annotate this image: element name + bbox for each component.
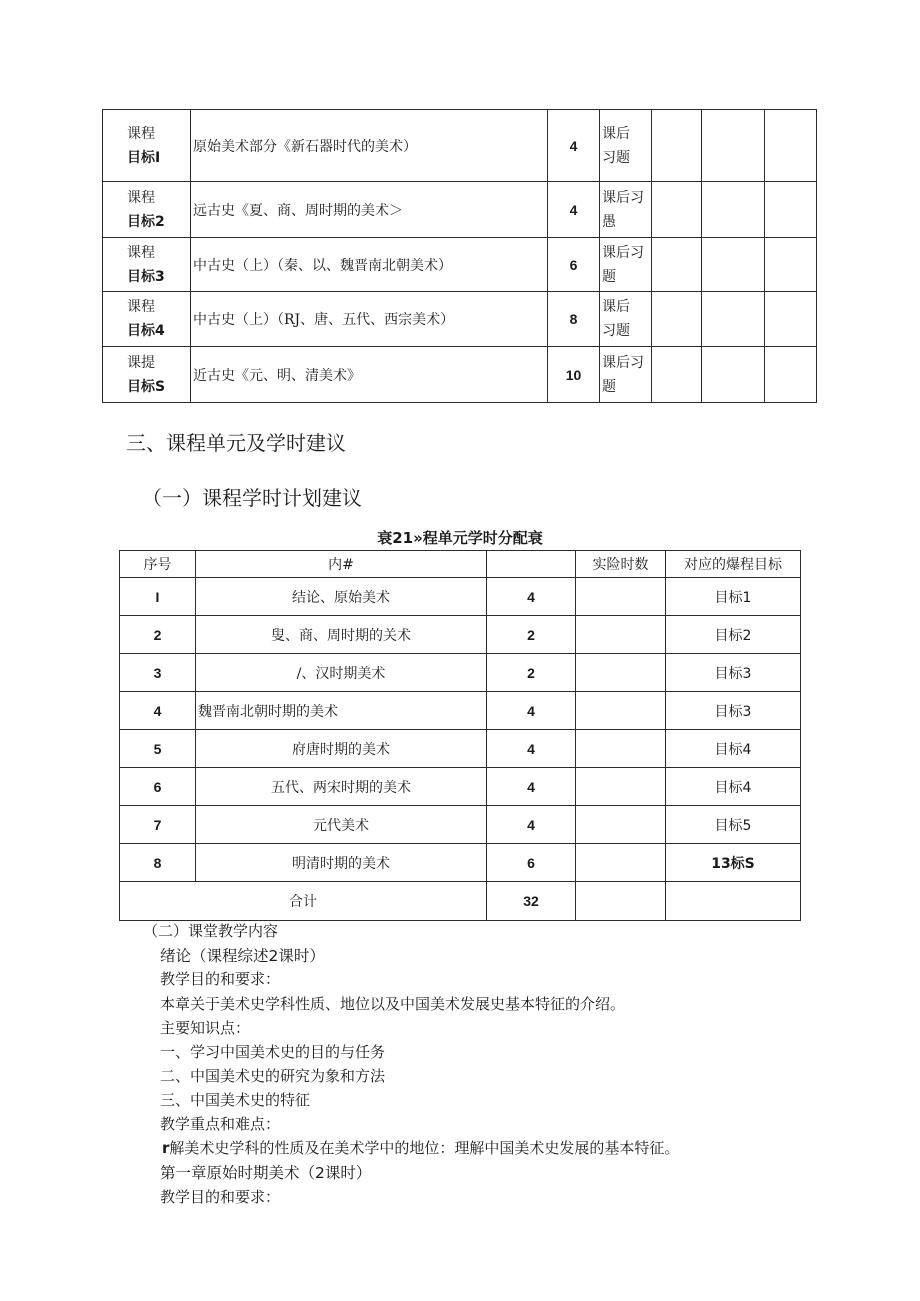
table-row: [120, 692, 801, 730]
goal-cell: 课程 目标I: [103, 110, 191, 182]
key-points-body: 解美术史学科的性质及在美术学中的地位：理解中国美术史发展的基本特征。: [169, 1139, 680, 1157]
empty-cell: [666, 882, 801, 921]
hours-cell: 2: [487, 616, 576, 654]
empty-cell: [765, 182, 817, 238]
homework-cell: 课后习 题: [600, 347, 652, 403]
subsection-2-title: （二）课堂教学内容: [143, 922, 279, 940]
empty-cell: [702, 238, 765, 292]
empty-cell: [765, 347, 817, 403]
goal-cell: 课程 目标2: [103, 182, 191, 238]
purpose-label-2: 教学目的和要求：: [160, 1188, 281, 1206]
target-cell: 目标4: [666, 730, 801, 768]
unit-cell: /、汉时期美术: [196, 654, 487, 692]
empty-cell: [702, 182, 765, 238]
table-row: [120, 768, 801, 806]
table-row: [120, 844, 801, 882]
empty-cell: [652, 182, 702, 238]
content-cell: 远古史《夏、商、周时期的美术＞: [191, 182, 548, 238]
total-label: 合计: [120, 882, 487, 921]
lab-cell: [576, 616, 666, 654]
table-row: [103, 347, 817, 403]
empty-cell: [765, 238, 817, 292]
header-lab: 实险时数: [576, 551, 666, 578]
unit-cell: 叟、商、周时期的关术: [196, 616, 487, 654]
knowledge-point-3: 三、中国美术史的特征: [160, 1091, 311, 1109]
hours-cell: 2: [487, 654, 576, 692]
key-points-prefix: r: [162, 1139, 170, 1157]
empty-cell: [765, 110, 817, 182]
target-cell: 目标4: [666, 768, 801, 806]
goal-cell: 课程 目标4: [103, 292, 191, 347]
table-row: [120, 730, 801, 768]
row-number: 8: [120, 844, 196, 882]
objectives-table: [102, 109, 817, 403]
unit-cell: 结论、原始美术: [196, 578, 487, 616]
header-hours: [487, 551, 576, 578]
header-unit: 内#: [196, 551, 487, 578]
header-target: 对应的爆程目标: [666, 551, 801, 578]
total-hours: 32: [487, 882, 576, 921]
target-cell: 13标S: [666, 844, 801, 882]
hours-cell: 4: [487, 806, 576, 844]
table-row: [103, 182, 817, 238]
row-number: 6: [120, 768, 196, 806]
key-points-label: 教学重点和难点：: [160, 1115, 281, 1133]
key-points-text: [162, 1137, 679, 1158]
purpose-text: 本章关于美术史学科性质、地位以及中国美术发展史基本特征的介绍。: [160, 995, 626, 1013]
hours-cell: 4: [487, 578, 576, 616]
hours-cell: 6: [487, 844, 576, 882]
homework-cell: 课后 习题: [600, 110, 652, 182]
total-row: [120, 882, 801, 921]
target-cell: 目标1: [666, 578, 801, 616]
hours-cell: 8: [548, 292, 600, 347]
header-row: [120, 551, 801, 578]
table-row: [120, 654, 801, 692]
content-cell: 近古史《元、明、清美术》: [191, 347, 548, 403]
section-title: 三、课程单元及学时建议: [126, 431, 346, 455]
target-cell: 目标2: [666, 616, 801, 654]
purpose-label: 教学目的和要求：: [160, 970, 281, 988]
empty-cell: [652, 292, 702, 347]
table-row: [120, 806, 801, 844]
lab-cell: [576, 730, 666, 768]
lab-cell: [576, 578, 666, 616]
empty-cell: [765, 292, 817, 347]
empty-cell: [702, 110, 765, 182]
empty-cell: [652, 110, 702, 182]
table-row: [103, 110, 817, 182]
row-number: 5: [120, 730, 196, 768]
content-cell: 中古史（上）（秦、以、魏晋南北朝美术）: [191, 238, 548, 292]
row-number: 7: [120, 806, 196, 844]
header-no: 序号: [120, 551, 196, 578]
target-cell: 目标3: [666, 692, 801, 730]
unit-cell: 明清时期的美术: [196, 844, 487, 882]
goal-cell: 课提 目标S: [103, 347, 191, 403]
lab-cell: [576, 692, 666, 730]
row-number: I: [120, 578, 196, 616]
goal-cell: 课程 目标3: [103, 238, 191, 292]
hours-cell: 4: [487, 768, 576, 806]
intro-heading: 绪论（课程综述2课时）: [160, 947, 325, 965]
content-cell: 中古史（上）（RJ、唐、五代、西宗美术）: [191, 292, 548, 347]
lab-cell: [576, 768, 666, 806]
empty-cell: [652, 347, 702, 403]
chapter-1-heading: 第一章原始时期美术（2课时）: [160, 1164, 372, 1182]
knowledge-point-2: 二、中国美术史的研究为象和方法: [160, 1067, 386, 1085]
empty-cell: [702, 292, 765, 347]
empty-cell: [702, 347, 765, 403]
hours-cell: 4: [487, 730, 576, 768]
table-row: [120, 578, 801, 616]
table-caption: 衰21»程单元学时分配衰: [377, 529, 543, 547]
lab-cell: [576, 654, 666, 692]
table-row: [103, 238, 817, 292]
hours-cell: 10: [548, 347, 600, 403]
row-number: 4: [120, 692, 196, 730]
table-row: [120, 616, 801, 654]
hours-cell: 4: [548, 110, 600, 182]
lab-cell: [576, 806, 666, 844]
homework-cell: 课后习 愚: [600, 182, 652, 238]
lab-cell: [576, 844, 666, 882]
knowledge-label: 主要知识点：: [160, 1019, 251, 1037]
subsection-title: （一）课程学时计划建议: [142, 486, 362, 510]
target-cell: 目标5: [666, 806, 801, 844]
unit-cell: 府唐时期的美术: [196, 730, 487, 768]
hours-cell: 4: [487, 692, 576, 730]
homework-cell: 课后 习题: [600, 292, 652, 347]
empty-cell: [652, 238, 702, 292]
hours-table: [119, 550, 801, 921]
empty-cell: [576, 882, 666, 921]
unit-cell: 魏晋南北朝时期的美术: [196, 692, 487, 730]
target-cell: 目标3: [666, 654, 801, 692]
knowledge-point-1: 一、学习中国美术史的目的与任务: [160, 1043, 386, 1061]
unit-cell: 五代、两宋时期的美术: [196, 768, 487, 806]
table-row: [103, 292, 817, 347]
hours-cell: 4: [548, 182, 600, 238]
row-number: 2: [120, 616, 196, 654]
row-number: 3: [120, 654, 196, 692]
homework-cell: 课后习 题: [600, 238, 652, 292]
unit-cell: 元代美术: [196, 806, 487, 844]
content-cell: 原始美术部分《新石器时代的美术）: [191, 110, 548, 182]
hours-cell: 6: [548, 238, 600, 292]
